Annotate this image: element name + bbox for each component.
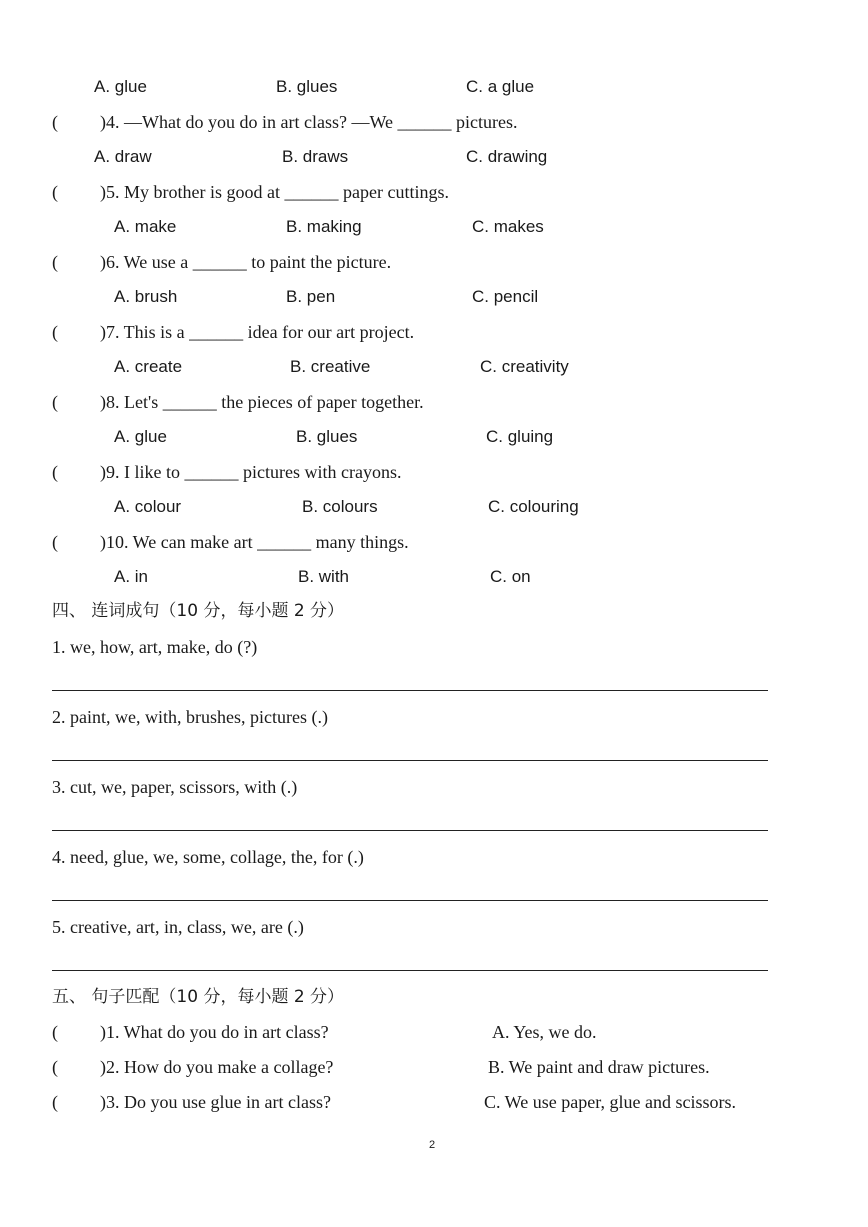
q6-question	[100, 251, 391, 273]
q10-answer-close: )	[100, 532, 106, 552]
s5-q3	[100, 1091, 331, 1113]
q4-option-b: B. draws	[282, 147, 349, 166]
q4-option-c: C. drawing	[466, 147, 548, 166]
s5-q3-close: )	[100, 1092, 106, 1112]
q10-answer-open: (	[52, 532, 58, 552]
q7-answer-open: (	[52, 322, 58, 342]
q8-answer-close: )	[100, 392, 106, 412]
s4-item-5: 5. creative, art, in, class, we, are (.)	[52, 917, 304, 937]
s4-item-4: 4. need, glue, we, some, collage, the, for (.)	[52, 847, 364, 867]
s5-q2-text: 2. How do you make a collage?	[106, 1057, 334, 1077]
q5-answer-open: (	[52, 182, 58, 202]
q4-text: 4. —What do you do in art class? —We ______ pictures.	[106, 112, 518, 132]
q8-answer-open: (	[52, 392, 58, 412]
q9-answer-open: (	[52, 462, 58, 482]
q4-answer-open: (	[52, 112, 58, 132]
q8-question	[100, 391, 424, 413]
q9-option-a: A. colour	[114, 497, 182, 516]
s4-answer-line-3[interactable]	[52, 830, 768, 831]
q3-option-b: B. glues	[276, 77, 338, 96]
q8-option-c: C. gluing	[486, 427, 554, 446]
s5-q3-open: (	[52, 1092, 58, 1112]
s5-q1-open: (	[52, 1022, 58, 1042]
q7-option-a: A. create	[114, 357, 183, 376]
q8-option-b: B. glues	[296, 427, 358, 446]
section4-heading: 四、 连词成句（10 分，每小题 2 分）	[52, 601, 345, 621]
q10-option-b: B. with	[298, 567, 350, 586]
q7-option-c: C. creativity	[480, 357, 569, 376]
q5-option-a: A. make	[114, 217, 177, 236]
q10-option-a: A. in	[114, 567, 149, 586]
q9-text: 9. I like to ______ pictures with crayons.	[106, 462, 402, 482]
q10-option-c: C. on	[490, 567, 531, 586]
q5-answer-close: )	[100, 182, 106, 202]
q9-question	[100, 461, 401, 483]
q10-question	[100, 531, 409, 553]
q4-question	[100, 111, 517, 133]
s4-item-1: 1. we, how, art, make, do (?)	[52, 637, 258, 657]
q6-option-c: C. pencil	[472, 287, 539, 306]
s5-q2-close: )	[100, 1057, 106, 1077]
q8-text: 8. Let's ______ the pieces of paper together.	[106, 392, 424, 412]
q9-option-b: B. colours	[302, 497, 378, 516]
s5-q2	[100, 1056, 333, 1078]
s4-item-3: 3. cut, we, paper, scissors, with (.)	[52, 777, 298, 797]
q6-option-a: A. brush	[114, 287, 178, 306]
q5-text: 5. My brother is good at ______ paper cuttings.	[106, 182, 449, 202]
q10-text: 10. We can make art ______ many things.	[106, 532, 409, 552]
s4-answer-line-5[interactable]	[52, 970, 768, 971]
section5-heading: 五、 句子匹配（10 分，每小题 2 分）	[52, 987, 345, 1007]
q4-answer-close: )	[100, 112, 106, 132]
s5-answer-b: B. We paint and draw pictures.	[488, 1057, 710, 1077]
q5-question	[100, 181, 449, 203]
q7-text: 7. This is a ______ idea for our art project.	[106, 322, 415, 342]
s4-item-2: 2. paint, we, with, brushes, pictures (.)	[52, 707, 328, 727]
s5-q1-close: )	[100, 1022, 106, 1042]
s4-answer-line-4[interactable]	[52, 900, 768, 901]
q9-answer-close: )	[100, 462, 106, 482]
q7-question	[100, 321, 414, 343]
s5-q2-open: (	[52, 1057, 58, 1077]
s5-answer-c: C. We use paper, glue and scissors.	[484, 1092, 736, 1112]
q6-answer-close: )	[100, 252, 106, 272]
q4-option-a: A. draw	[94, 147, 152, 166]
q7-option-b: B. creative	[290, 357, 371, 376]
s5-q3-text: 3. Do you use glue in art class?	[106, 1092, 331, 1112]
q7-answer-close: )	[100, 322, 106, 342]
q5-option-c: C. makes	[472, 217, 544, 236]
q5-option-b: B. making	[286, 217, 362, 236]
s5-answer-a: A. Yes, we do.	[492, 1022, 597, 1042]
q9-option-c: C. colouring	[488, 497, 579, 516]
s4-answer-line-1[interactable]	[52, 690, 768, 691]
page-number: 2	[429, 1139, 436, 1151]
s5-q1-text: 1. What do you do in art class?	[106, 1022, 329, 1042]
q8-option-a: A. glue	[114, 427, 167, 446]
q3-option-a: A. glue	[94, 77, 147, 96]
q6-answer-open: (	[52, 252, 58, 272]
s5-q1	[100, 1021, 329, 1043]
q6-text: 6. We use a ______ to paint the picture.	[106, 252, 392, 272]
q6-option-b: B. pen	[286, 287, 336, 306]
q3-option-c: C. a glue	[466, 77, 535, 96]
s4-answer-line-2[interactable]	[52, 760, 768, 761]
